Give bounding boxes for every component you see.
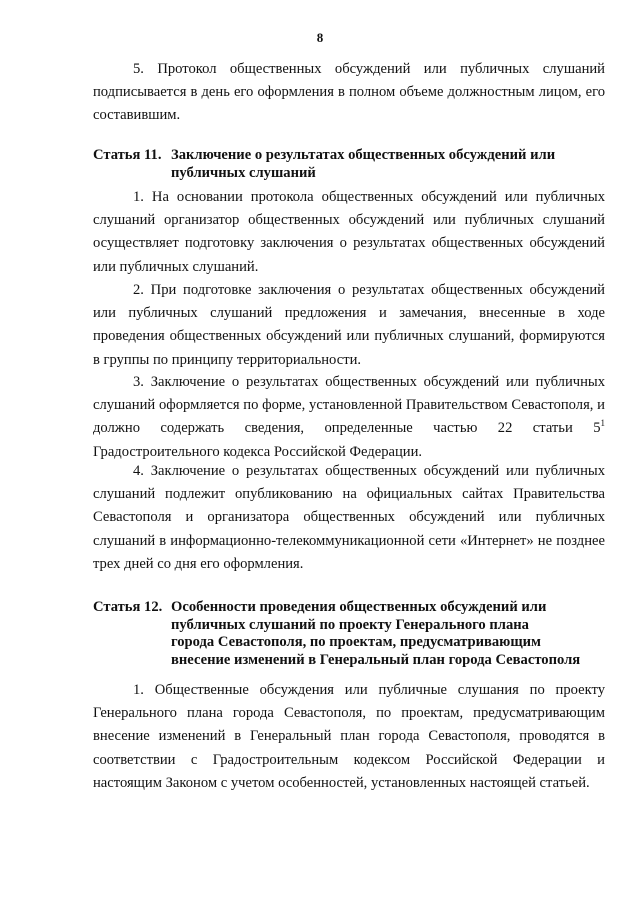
article-11-heading bbox=[93, 147, 613, 182]
article-11-paragraph-3-text: 3. Заключение о результатах общественных обсуждений или публичных слушаний оформляется по форме, установленной Правительством Севастополя, и должно содержать сведения, определенные частью 22 статьи 5 bbox=[93, 374, 605, 437]
article-12-heading bbox=[93, 599, 613, 669]
article-11-paragraph-3-superscript: 1 bbox=[600, 418, 605, 429]
article-12-title-line4: внесение изменений в Генеральный план города Севастополя bbox=[171, 651, 581, 668]
article-11-title-line1: Заключение о результатах общественных обсуждений или bbox=[171, 147, 556, 163]
article-11-number: Статья 11. bbox=[93, 147, 162, 163]
article-12-title-line3: города Севастополя, по проектам, предусматривающим bbox=[171, 634, 541, 650]
page-number: 8 bbox=[316, 30, 324, 45]
article-12-number: Статья 12. bbox=[93, 599, 163, 615]
article-11-paragraph-3-tail: Градостроительного кодекса Российской Федерации. bbox=[93, 443, 423, 460]
article-11-paragraph-2: 2. При подготовке заключения о результатах общественных обсуждений или публичных слушаний предложения и замечания, внесенные в ходе проведения общественных обсуждений или публичных слушаний, формируются в группы по принципу территориальности. bbox=[93, 282, 605, 368]
article-11-paragraph-1: 1. На основании протокола общественных обсуждений или публичных слушаний организатор общественных обсуждений или публичных слушаний осуществляет подготовку заключения о результатах общественных обсуждений или публичных слушаний. bbox=[93, 189, 605, 275]
article-11-paragraph-4: 4. Заключение о результатах общественных обсуждений или публичных слушаний подлежит опубликованию на официальных сайтах Правительства Севастополя и организатора общественных обсуждений или публичных слушаний в информационно-телекоммуникационной сети «Интернет» не позднее трех дней со дня его оформления. bbox=[93, 463, 605, 572]
article-12-title-line1: Особенности проведения общественных обсуждений или bbox=[171, 599, 547, 615]
article-11-paragraph-3 bbox=[93, 371, 605, 464]
article-12-paragraph-1: 1. Общественные обсуждения или публичные слушания по проекту Генерального плана города Севастополя, по проектам, предусматривающим внесение изменений в Генеральный план города Севастополя, проводятся в соответствии с Градостроительным кодексом Российской Федерации и настоящим Законом с учетом особенностей, установленных настоящей статьей. bbox=[93, 682, 605, 791]
article-11-title-line2: публичных слушаний bbox=[171, 164, 316, 181]
article-12-title-line2: публичных слушаний по проекту Генерального плана bbox=[171, 616, 529, 633]
intro-paragraph: 5. Протокол общественных обсуждений или публичных слушаний подписывается в день его оформления в полном объеме должностным лицом, его составившим. bbox=[93, 61, 605, 124]
